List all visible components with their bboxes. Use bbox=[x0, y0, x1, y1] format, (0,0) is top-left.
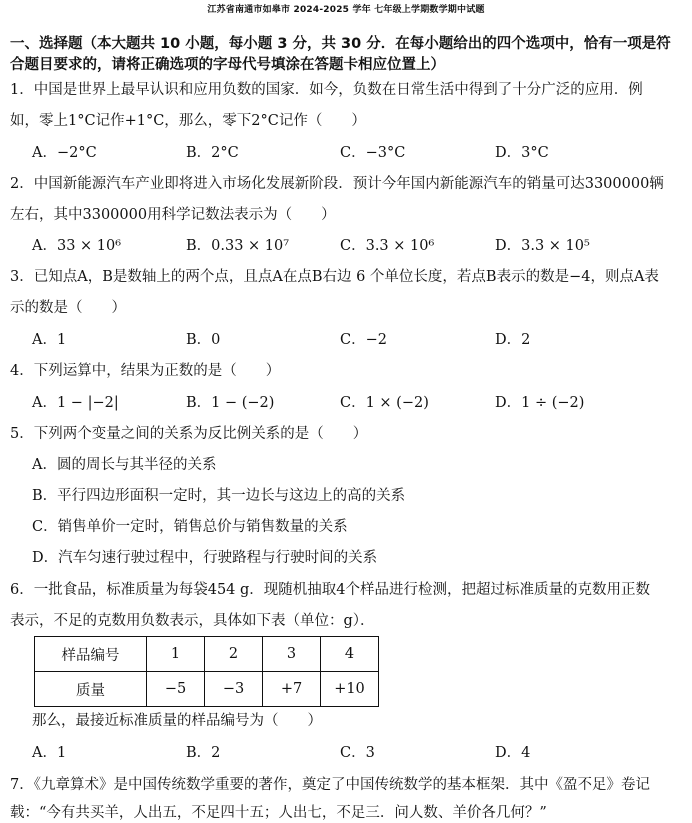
table-cell: 4 bbox=[321, 637, 379, 672]
q2-options bbox=[32, 236, 672, 256]
q7-line2: 载：“今有共买羊，人出五，不足四十五；人出七，不足三．问人数、羊价各几何？” bbox=[10, 805, 547, 821]
q5-option-a: A．圆的周长与其半径的关系 bbox=[32, 457, 217, 473]
q6-option-a: A．1 bbox=[32, 745, 67, 761]
q1-line1: 1．中国是世界上最早认识和应用负数的国家．如今，负数在日常生活中得到了十分广泛的应用．例 bbox=[10, 82, 643, 98]
table-header-sample-no: 样品编号 bbox=[35, 637, 147, 672]
q3-line1: 3．已知点A，B是数轴上的两个点，且点A在点B右边 6 个单位长度，若点B表示的数是−4，则点A表 bbox=[10, 269, 659, 285]
table-cell: 2 bbox=[205, 637, 263, 672]
q2-option-a: A．33 × 10⁶ bbox=[32, 238, 122, 254]
q6-option-c: C．3 bbox=[340, 745, 375, 761]
q3-option-a: A．1 bbox=[32, 332, 67, 348]
sample-table bbox=[34, 636, 379, 707]
q2-line2: 左右，其中3300000用科学记数法表示为（ ） bbox=[10, 207, 336, 223]
table-cell: 3 bbox=[263, 637, 321, 672]
q4-options bbox=[32, 393, 672, 413]
q4-option-a: A．1 − |−2| bbox=[32, 395, 119, 411]
q5-option-d: D．汽车匀速行驶过程中，行驶路程与行驶时间的关系 bbox=[32, 550, 378, 566]
table-cell: −3 bbox=[205, 672, 263, 707]
q6-options bbox=[32, 743, 672, 763]
q2-option-b: B．0.33 × 10⁷ bbox=[186, 238, 290, 254]
q4-option-d: D．1 ÷ (−2) bbox=[495, 395, 585, 411]
page-title: 江苏省南通市如皋市 2024-2025 学年 七年级上学期数学期中试题 bbox=[207, 5, 485, 15]
q6-option-b: B．2 bbox=[186, 745, 221, 761]
q4-option-b: B．1 − (−2) bbox=[186, 395, 275, 411]
q4-option-c: C．1 × (−2) bbox=[340, 395, 429, 411]
q1-option-b: B．2°C bbox=[186, 145, 239, 161]
section-heading: 一、选择题（本大题共 10 小题，每小题 3 分，共 30 分．在每小题给出的四个选项中，恰有一项是符合题目要求的，请将正确选项的字母代号填涂在答题卡相应位置上） bbox=[10, 36, 671, 73]
q2-option-d: D．3.3 × 10⁵ bbox=[495, 238, 590, 254]
q2-line1: 2．中国新能源汽车产业即将进入市场化发展新阶段．预计今年国内新能源汽车的销量可达3300000辆 bbox=[10, 176, 664, 192]
q5-option-c: C．销售单价一定时，销售总价与销售数量的关系 bbox=[32, 519, 348, 535]
q3-option-b: B．0 bbox=[186, 332, 221, 348]
q3-line2: 示的数是（ ） bbox=[10, 300, 126, 316]
q3-option-d: D．2 bbox=[495, 332, 531, 348]
q3-options bbox=[32, 330, 672, 350]
q6-option-d: D．4 bbox=[495, 745, 531, 761]
table-cell: +7 bbox=[263, 672, 321, 707]
q4-line1: 4．下列运算中，结果为正数的是（ ） bbox=[10, 363, 281, 379]
q6-line1: 6．一批食品，标准质量为每袋454 g．现随机抽取4个样品进行检测，把超过标准质量的克数用正数 bbox=[10, 582, 651, 598]
table-row bbox=[35, 637, 379, 672]
q1-option-d: D．3°C bbox=[495, 145, 549, 161]
q5-line1: 5．下列两个变量之间的关系为反比例关系的是（ ） bbox=[10, 426, 368, 442]
table-cell: −5 bbox=[147, 672, 205, 707]
q3-option-c: C．−2 bbox=[340, 332, 387, 348]
table-row bbox=[35, 672, 379, 707]
table-cell: 1 bbox=[147, 637, 205, 672]
q1-option-a: A．−2°C bbox=[32, 145, 97, 161]
q7-line1: 7．《九章算术》是中国传统数学重要的著作，奠定了中国传统数学的基本框架．其中《盈不足》卷记 bbox=[10, 777, 650, 793]
q6-line2: 表示，不足的克数用负数表示，具体如下表（单位：g）． bbox=[10, 613, 375, 629]
q1-option-c: C．−3°C bbox=[340, 145, 406, 161]
q1-options bbox=[32, 143, 672, 163]
q6-line3: 那么，最接近标准质量的样品编号为（ ） bbox=[32, 713, 322, 729]
q1-line2: 如，零上1°C记作+1°C，那么，零下2°C记作（ ） bbox=[10, 113, 366, 129]
q5-option-b: B．平行四边形面积一定时，其一边长与这边上的高的关系 bbox=[32, 488, 406, 504]
table-cell: +10 bbox=[321, 672, 379, 707]
table-header-mass: 质量 bbox=[35, 672, 147, 707]
q2-option-c: C．3.3 × 10⁶ bbox=[340, 238, 435, 254]
